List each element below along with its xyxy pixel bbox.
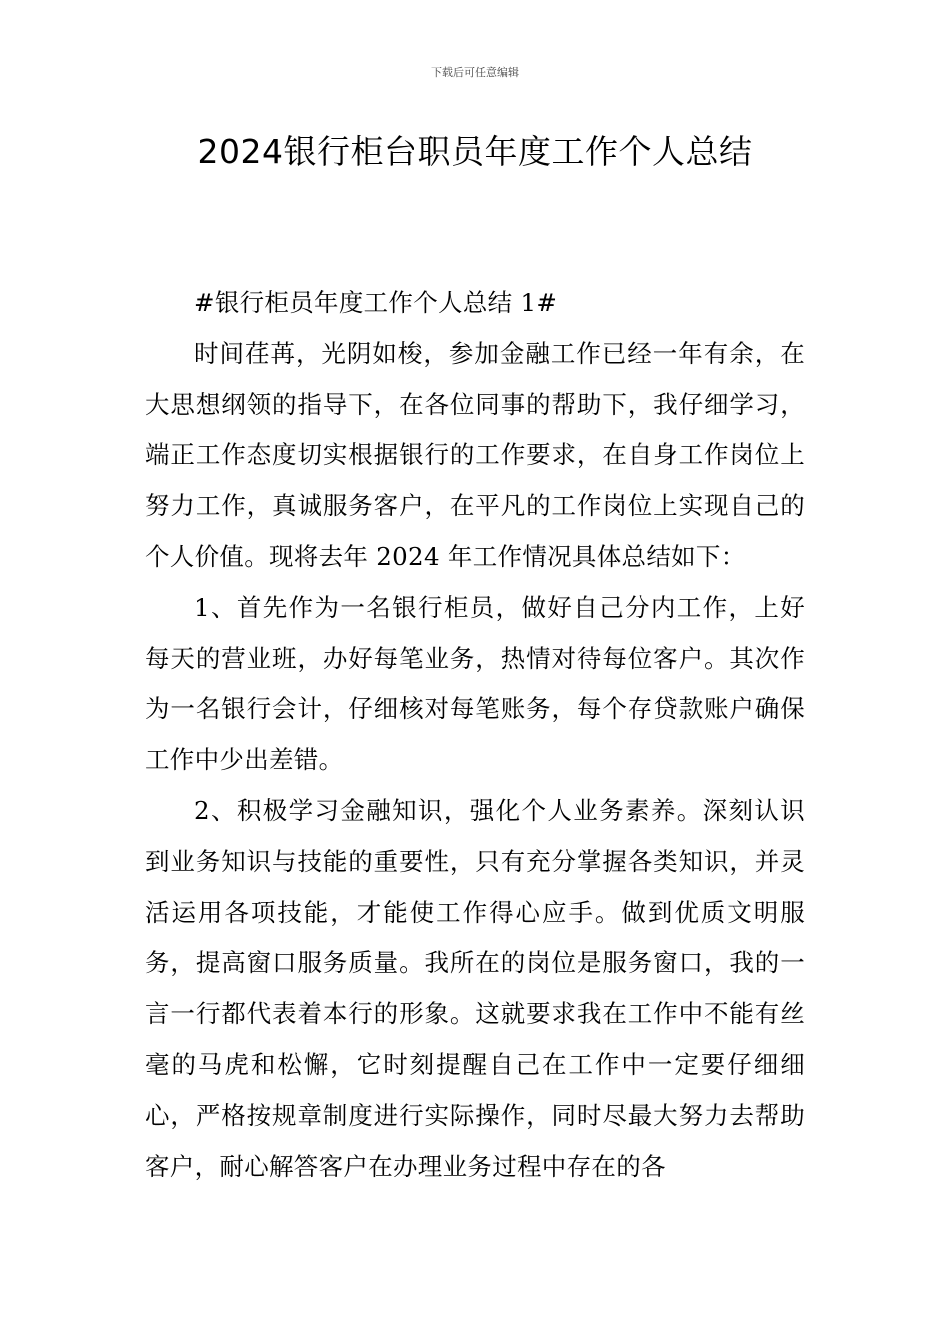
document-title: 2024银行柜台职员年度工作个人总结 bbox=[197, 132, 753, 171]
paragraph-intro: 时间荏苒，光阴如梭，参加金融工作已经一年有余，在大思想纲领的指导下，在各位同事的帮助下，我仔细学习，端正工作态度切实根据银行的工作要求，在自身工作岗位上努力工作，真诚服务客户，在平凡的工作岗位上实现自己的个人价值。现将去年 2024 年工作情况具体总结如下： bbox=[145, 338, 805, 571]
header-note: 下载后可任意编辑 bbox=[431, 66, 519, 79]
section-heading: #银行柜员年度工作个人总结 1# bbox=[194, 288, 558, 317]
document-body bbox=[145, 278, 805, 1192]
paragraph-item-2: 2、积极学习金融知识，强化个人业务素养。深刻认识到业务知识与技能的重要性，只有充分掌握各类知识，并灵活运用各项技能，才能使工作得心应手。做到优质文明服务，提高窗口服务质量。我所在的岗位是服务窗口，我的一言一行都代表着本行的形象。这就要求我在工作中不能有丝毫的马虎和松懈，它时刻提醒自己在工作中一定要仔细细心，严格按规章制度进行实际操作，同时尽最大努力去帮助客户，耐心解答客户在办理业务过程中存在的各 bbox=[145, 795, 805, 1181]
paragraph-item-1: 1、首先作为一名银行柜员，做好自己分内工作，上好每天的营业班，办好每笔业务，热情对待每位客户。其次作为一名银行会计，仔细核对每笔账务，每个存贷款账户确保工作中少出差错。 bbox=[145, 592, 805, 775]
